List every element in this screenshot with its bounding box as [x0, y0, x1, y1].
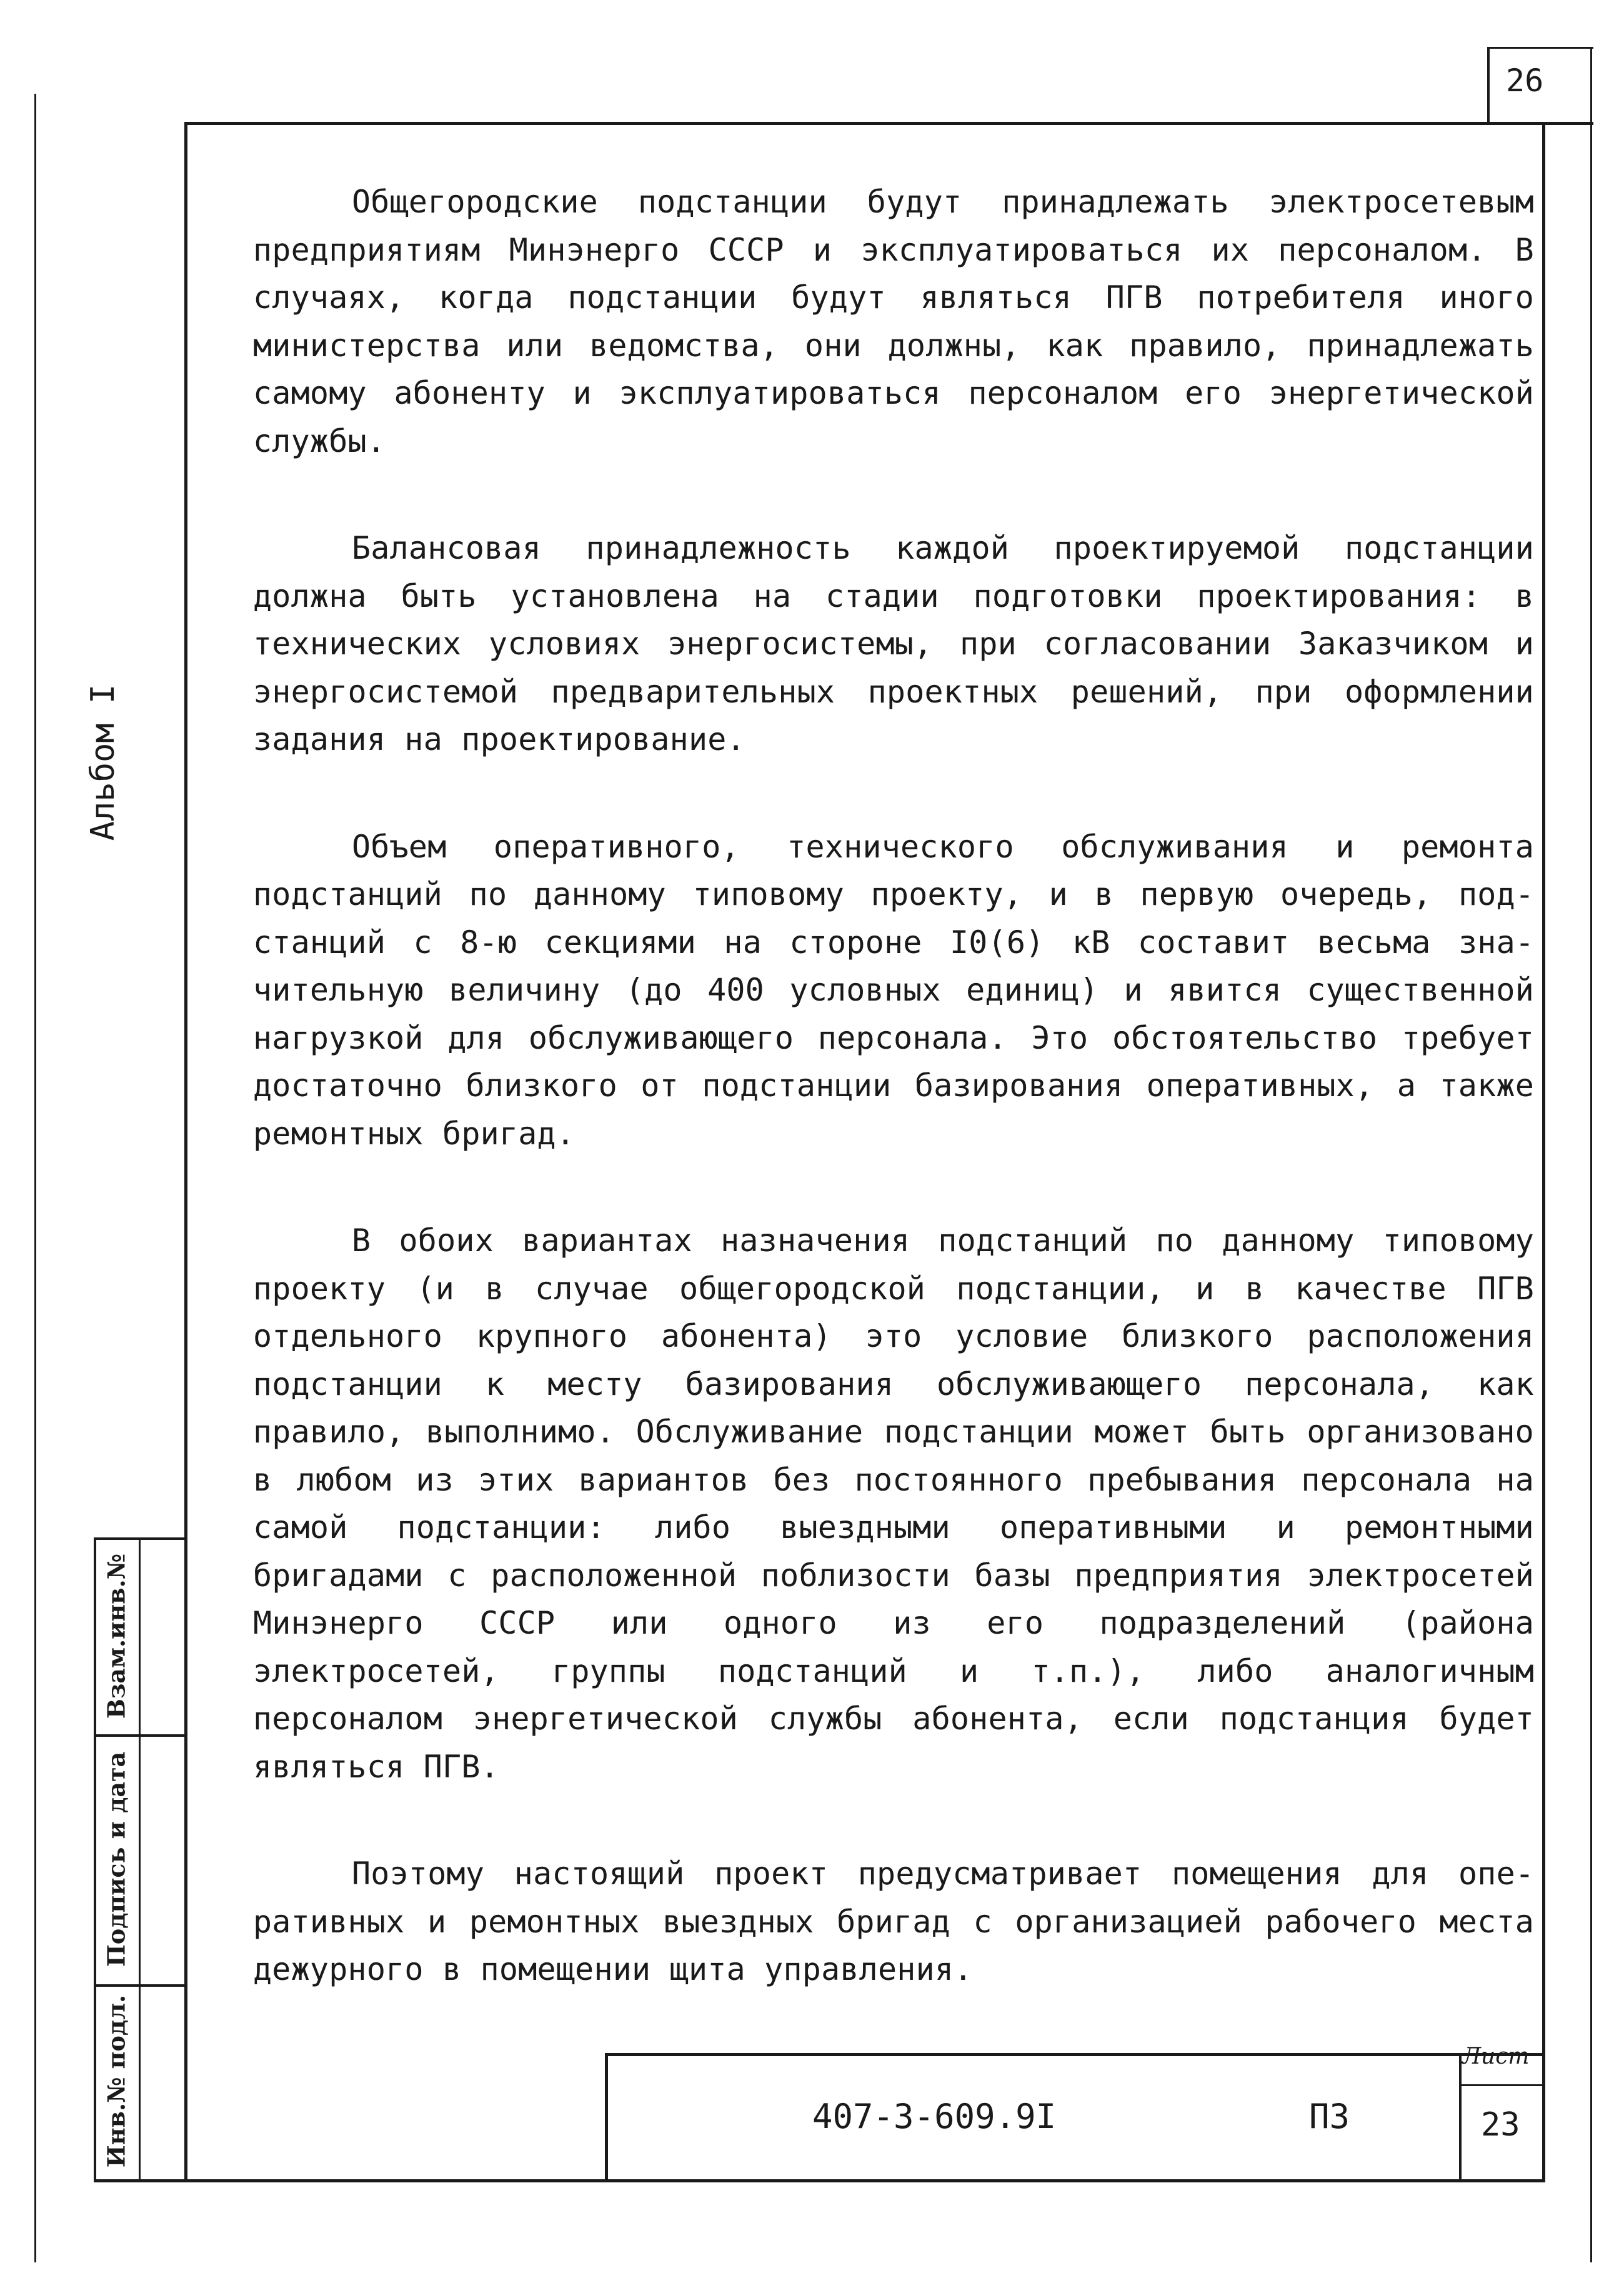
paragraph-5: Поэтому настоящий проект предусматривает помещения для оперативных и ремонтных выездных бригад с организацией рабочего места дежурного в помещении щита управления.: [253, 1856, 1534, 1987]
paragraph-3: Объем оперативного, технического обслуживания и ремонта подстанций по данному типовому проекту, и в первую очередь, подстанций с 8-ю секциями на стороне I0(6) кВ составит весьма значительную величину (до 400 условных единиц) и явится существенной нагрузкой для обслуживающего персонала. Это обстоятельство требует достаточно близкого от подстанции базирования оперативных, а также ремонтных бригад.: [253, 828, 1534, 1152]
page-number: 26: [1506, 62, 1544, 99]
album-label: Альбом I: [84, 684, 122, 841]
left-frame: [184, 122, 187, 2181]
title-block-left: [605, 2053, 608, 2181]
paragraph-4: В обоих вариантах назначения подстанций по данному типовому проекту (и в случае общегородской подстанции, и в качестве ПГВ отдельного крупного абонента) это условие близкого расположения подстанции к месту базирования обслуживающего персонала, как правило, выполнимо. Обслуживание подстанции может быть организовано в любом из этих вариантов без постоянного пребывания персонала на самой подстанции: либо выездными оперативными и ремонтными бригадами с расположенной поблизости базы предприятия электросетей Минэнерго СССР или одного из его подразделений (района электросетей, группы подстанций и т.п.), либо аналогичным персоналом энергетической службы абонента, если подстанция будет являться ПГВ.: [253, 1222, 1534, 1785]
title-block-sheet-col: [1459, 2053, 1462, 2181]
title-block-sheet-div: [1459, 2084, 1545, 2086]
page-number-box-left: [1487, 47, 1490, 122]
document-code: 407-3-609.9I: [812, 2097, 1057, 2136]
bottom-border: [94, 2179, 1545, 2182]
stamp-top: [94, 1537, 187, 1540]
top-border: [184, 122, 1593, 125]
stamp-field-replacement-inv: Взам.инв.№: [102, 1553, 131, 1719]
paragraph-2: Балансовая принадлежность каждой проектируемой подстанции должна быть установлена на стадии подготовки проектирования: в технических условиях энергосистемы, при согласовании Заказчиком и энергосистемой предварительных проектных решений, при оформлении задания на проектирование.: [253, 530, 1534, 757]
stamp-col-mid: [139, 1537, 141, 2181]
paragraph-1: Общегородские подстанции будут принадлежать электросетевым предприятиям Минэнерго СССР и эксплуатироваться их персоналом. В случаях, когда подстанции будут являться ПГВ потребителя иного министерства или ведомства, они должны, как правило, принадлежать самому абоненту и эксплуатироваться персоналом его энергетической службы.: [253, 184, 1534, 459]
title-block-top: [605, 2053, 1545, 2056]
stamp-field-signature-date: Подпись и дата: [102, 1751, 131, 1967]
stamp-div-1: [94, 1734, 187, 1737]
sheet-label: Лист: [1462, 2044, 1530, 2069]
outer-left-line: [34, 94, 36, 2262]
stamp-div-2: [94, 1984, 187, 1987]
top-right-border: [1487, 47, 1593, 49]
right-frame: [1542, 122, 1545, 2181]
section-code: ПЗ: [1309, 2097, 1350, 2136]
stamp-field-original-inv: Инв.№ подл.: [102, 1994, 131, 2168]
sheet-number: 23: [1481, 2106, 1520, 2144]
body-text: [253, 178, 1534, 1994]
outer-right-line: [1590, 47, 1592, 2262]
stamp-col-left: [94, 1537, 96, 2181]
